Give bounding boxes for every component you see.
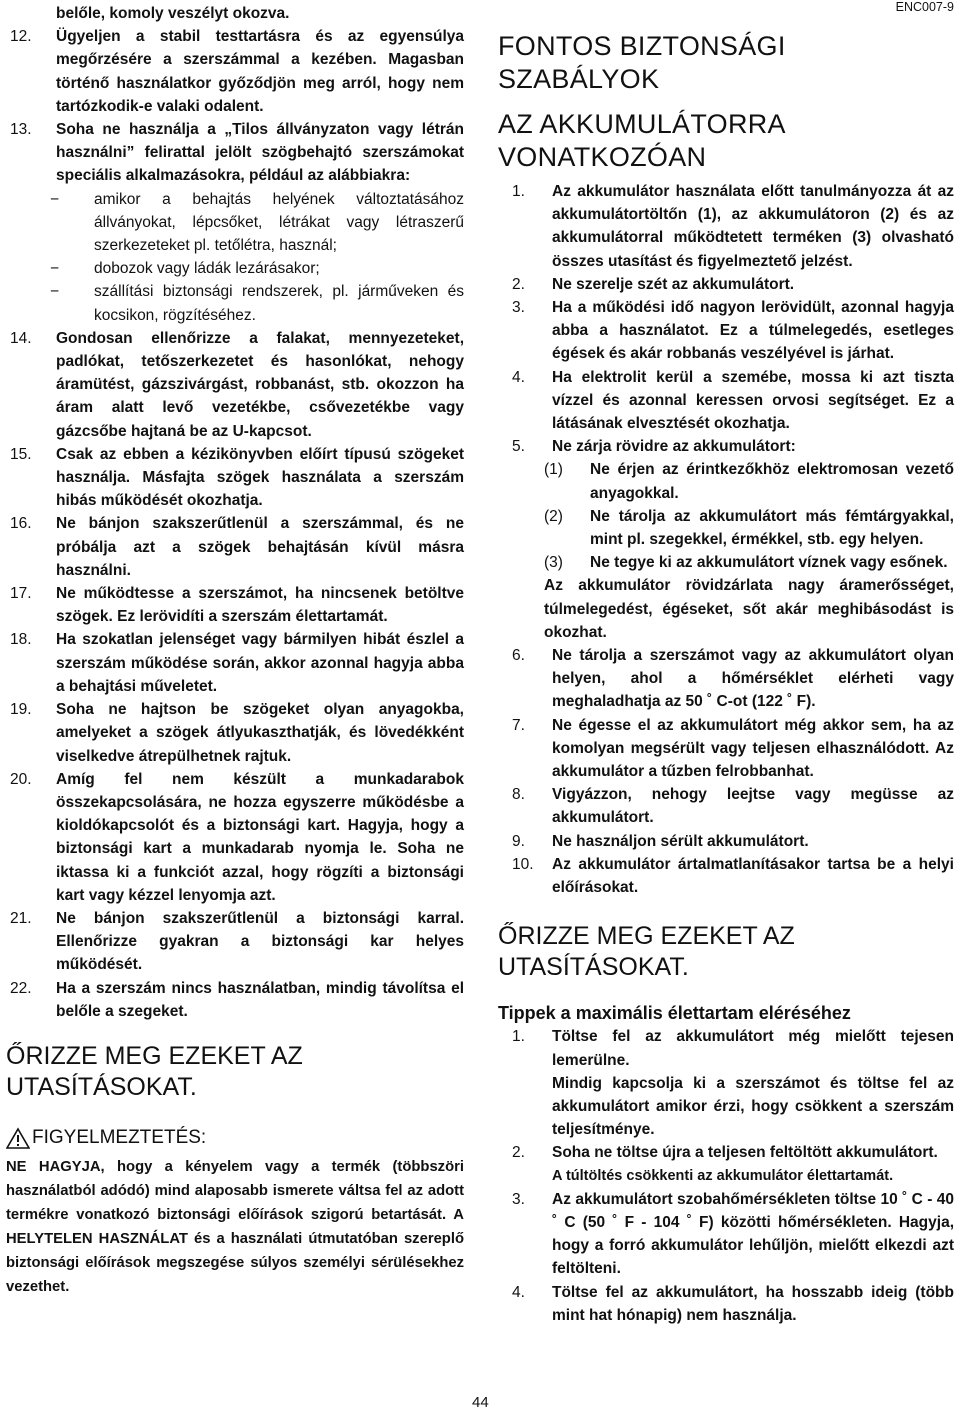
list-item-18: [6, 628, 464, 698]
dash-bullet: −: [50, 283, 60, 301]
item-text: Ne bánjon szakszerűtlenül a szerszámmal, és ne próbálja azt a szögek behajtásán kívül másra használni.: [56, 515, 464, 579]
item-number: 19.: [10, 701, 32, 719]
item-text: Amíg fel nem készült a munkadarabok összekapcsolására, ne hozza egyszerre működésbe a kioldókapcsolót és a biztonsági kart. Hagyja, hogy a biztonsági kart a munkadarab nyomja le. Soha ne iktassa ki a funkciót azzal, hogy rögzíti a biztonsági kart vagy kézzel lenyomja azt.: [56, 770, 464, 904]
battery-safety-heading: FONTOS BIZTONSÁGI SZABÁLYOK: [498, 31, 786, 94]
tip-extra: A túltöltés csökkenti az akkumulátor élettartamát.: [552, 1167, 894, 1184]
battery-subheading: AZ AKKUMULÁTORRA VONATKOZÓAN: [498, 109, 785, 172]
item-text: Ne működtesse a szerszámot, ha nincsenek betöltve szögek. Ez lerövidíti a szerszám élettartamát.: [56, 585, 464, 626]
item-text: Ne tárolja a szerszámot vagy az akkumulátort olyan helyen, ahol a hőmérséklet elérheti vagy meghaladhatja az 50 ˚ C-ot (122 ˚ F).: [552, 647, 954, 711]
sub-item-text: Ne tegye ki az akkumulátort víznek vagy esőnek.: [590, 554, 948, 572]
left-column: [6, 2, 464, 1299]
sub-item-number: (1): [544, 461, 563, 479]
item-number: 4.: [512, 1283, 525, 1301]
item-number: 7.: [512, 716, 525, 734]
item-text: Ne égesse el az akkumulátort még akkor sem, ha az komolyan megsérült vagy teljesen elhasználódott. Az akkumulátor a tűzben felrobbanhat.: [552, 716, 954, 781]
item-text: Az akkumulátor ártalmatlanításakor tartsa be a helyi előírásokat.: [552, 855, 954, 897]
sub-item-text: Ne tárolja az akkumulátort más fémtárgyakkal, mint pl. szegekkel, érmékkel, stb. egy helyen.: [590, 507, 954, 549]
tip-item-2: [498, 1141, 954, 1164]
item-number: 13.: [10, 121, 32, 139]
list-item-19: [6, 698, 464, 768]
item-number: 5.: [512, 438, 525, 456]
item-number: 16.: [10, 515, 32, 533]
item-text: Vigyázzon, nehogy leejtse vagy megüsse az akkumulátort.: [552, 786, 954, 827]
battery-item-4: [498, 366, 954, 436]
battery-item-3: [498, 296, 954, 366]
tip-item-1: [498, 1025, 954, 1071]
item-text: Ha szokatlan jelenséget vagy bármilyen hibát észlel a szerszám működése során, akkor azonnal hagyja abba a behajtási műveletet.: [56, 631, 464, 695]
item-text: Gondosan ellenőrizze a falakat, mennyezeteket, padlókat, tetőszerkezetet és hasonlókat, nehogy áramütést, gázszivárgást, robbanást, stb. okozzon ha áram alatt levő vezetékbe, csővezetékbe vagy gázcsőbe hajtaná be az U-kapcsot.: [56, 329, 464, 440]
sub-item-text: szállítási biztonsági rendszerek, pl. járműveken és kocsikon, rögzítéséhez.: [94, 283, 464, 324]
list-item-14: [6, 327, 464, 443]
warning-heading: [6, 1127, 464, 1149]
tip-item-4: [498, 1281, 954, 1327]
right-column: [498, 30, 954, 1327]
battery-item-10: [498, 853, 954, 899]
list-item-16: [6, 512, 464, 582]
sub-item-number: (3): [544, 554, 563, 572]
short-circuit-note: Az akkumulátor rövidzárlata nagy áramerősséget, túlmelegedést, égéseket, sőt akár meghibásodást is okozhat.: [544, 577, 954, 641]
list-item-15: [6, 443, 464, 513]
item-text: Töltse fel az akkumulátort, ha hosszabb ideig (több mint hat hónapig) nem használja.: [552, 1283, 954, 1324]
item-text: Az akkumulátort szobahőmérsékleten töltse 10 ˚ C - 40 ˚ C (50 ˚ F - 104 ˚ F) közötti hőmérsékleten. Hagyja, hogy a forró akkumulátor lehűljön, mielőtt elkezdi azt feltölteni.: [552, 1190, 954, 1278]
item-text: Ha elektrolit kerül a szemébe, mossa ki azt tiszta vízzel és azonnal keressen orvosi segítséget. Ez a látásának elvesztését okozhatja.: [552, 368, 954, 433]
item-text: Soha ne használja a „Tilos állványzaton vagy létrán használni” felirattal jelölt szögbehajtó szerszámokat speciális alkalmazásokra, például az alábbiakra:: [56, 121, 464, 185]
sub-item: [6, 257, 464, 280]
item-text: Csak az ebben a kézikönyvben előírt típusú szögeket használja. Másfajta szögek használata a szerszám hibás működését okozhatja.: [56, 445, 464, 510]
battery-item-6: [498, 644, 954, 714]
battery-sub-item: [498, 505, 954, 551]
tip-item-3: [498, 1188, 954, 1281]
item-number: 3.: [512, 1190, 525, 1208]
list-item-22: [6, 977, 464, 1023]
list-item-12: [6, 25, 464, 118]
item-text: Ne szerelje szét az akkumulátort.: [552, 275, 795, 293]
item-number: 9.: [512, 832, 525, 850]
sub-item-text: dobozok vagy ládák lezárásakor;: [94, 260, 320, 278]
battery-item-8: [498, 783, 954, 829]
sub-item-text: Ne érjen az érintkezőkhöz elektromosan vezető anyagokkal.: [590, 461, 954, 502]
item-number: 14.: [10, 329, 32, 347]
item-text: Az akkumulátor használata előtt tanulmányozza át az akkumulátortöltőn (1), az akkumulátoron (2) és az akkumulátorral működtetett terméken (3) olvasható összes utasítást és figyelmeztető jelzést.: [552, 183, 954, 270]
sub-item-text: amikor a behajtás helyének változtatásához állványokat, lépcsőket, létrákat vagy létraszerű szerkezeteket pl. tetőlétra, használ;: [94, 190, 464, 255]
item-number: 8.: [512, 786, 525, 804]
item-number: 17.: [10, 585, 32, 603]
item-number: 6.: [512, 647, 525, 665]
warning-triangle-icon: [6, 1127, 30, 1149]
save-instructions-heading-right: ŐRIZZE MEG EZEKET AZ UTASÍTÁSOKAT.: [498, 922, 795, 982]
item-text: Töltse fel az akkumulátort még mielőtt tejesen lemerülne.: [552, 1028, 954, 1069]
item-text: Soha ne töltse újra a teljesen feltöltött akkumulátort.: [552, 1144, 938, 1162]
item-number: 12.: [10, 28, 32, 46]
sub-item-number: (2): [544, 507, 563, 525]
document-code: ENC007-9: [895, 0, 954, 14]
item-text: Ne bánjon szakszerűtlenül a biztonsági karral. Ellenőrizze gyakran a biztonsági kar helyes működését.: [56, 909, 464, 974]
battery-item-5: [498, 435, 954, 458]
sub-item: [6, 188, 464, 258]
battery-sub-item: [498, 551, 954, 574]
continued-text: belőle, komoly veszélyt okozva.: [56, 5, 290, 22]
page-number: 44: [472, 1394, 489, 1411]
item-number: 2.: [512, 1144, 525, 1162]
item-number: 15.: [10, 445, 32, 463]
battery-sub-item: [498, 458, 954, 504]
item-text: Soha ne hajtson be szögeket olyan anyagokba, amelyeket a szögek átlyukaszthatják, és lövedékként viselkedve átrepülhetnek rajtuk.: [56, 701, 464, 765]
dash-bullet: −: [50, 260, 60, 278]
item-text: Ne zárja rövidre az akkumulátort:: [552, 438, 796, 456]
save-instructions-heading: ŐRIZZE MEG EZEKET AZ UTASÍTÁSOKAT.: [6, 1041, 303, 1101]
list-item-13: [6, 118, 464, 188]
tips-heading: Tippek a maximális élettartam eléréséhez: [498, 1003, 851, 1024]
warning-text: NE HAGYJA, hogy a kényelem vagy a termék (többszöri használatból adódó) mind alaposabb ismerete váltsa fel az adott termékre vonatkozó biztonsági előírások szigorú betartását. A HELYTELEN HASZNÁLAT és a használati útmutatóban szereplő biztonsági előírások megszegése súlyos személyi sérülésekhez vezethet.: [6, 1158, 464, 1295]
battery-item-1: [498, 180, 954, 273]
item-number: 10.: [512, 855, 534, 873]
tip-extra: Mindig kapcsolja ki a szerszámot és töltse fel az akkumulátort amikor érzi, hogy csökkent a szerszám teljesítménye.: [552, 1074, 954, 1139]
item-text: Ügyeljen a stabil testtartásra és az egyensúlya megőrzésére a szerszámmal a kezében. Magasban történő használatkor győződjön meg arról, hogy nem tartózkodik-e valaki odalent.: [56, 28, 464, 115]
item-number: 4.: [512, 368, 525, 386]
warning-title: FIGYELMEZTETÉS:: [32, 1126, 207, 1148]
battery-item-7: [498, 714, 954, 784]
battery-item-2: [498, 273, 954, 296]
item-text: Ha a működési idő nagyon lerövidült, azonnal hagyja abba a használatot. Ez a túlmelegedés, esetleges égések és akár robbanás veszélyével is járhat.: [552, 299, 954, 363]
dash-bullet: −: [50, 190, 60, 208]
item-number: 21.: [10, 909, 32, 927]
item-number: 2.: [512, 275, 525, 293]
item-number: 18.: [10, 631, 32, 649]
sub-item: [6, 280, 464, 326]
item-text: Ha a szerszám nincs használatban, mindig távolítsa el belőle a szegeket.: [56, 979, 464, 1020]
list-item-20: [6, 768, 464, 907]
battery-item-9: [498, 830, 954, 853]
item-number: 1.: [512, 1028, 525, 1046]
item-text: Ne használjon sérült akkumulátort.: [552, 832, 809, 850]
list-item-17: [6, 582, 464, 628]
item-number: 22.: [10, 979, 32, 997]
item-number: 3.: [512, 299, 525, 317]
list-item-21: [6, 907, 464, 977]
item-number: 20.: [10, 770, 32, 788]
item-number: 1.: [512, 183, 525, 200]
